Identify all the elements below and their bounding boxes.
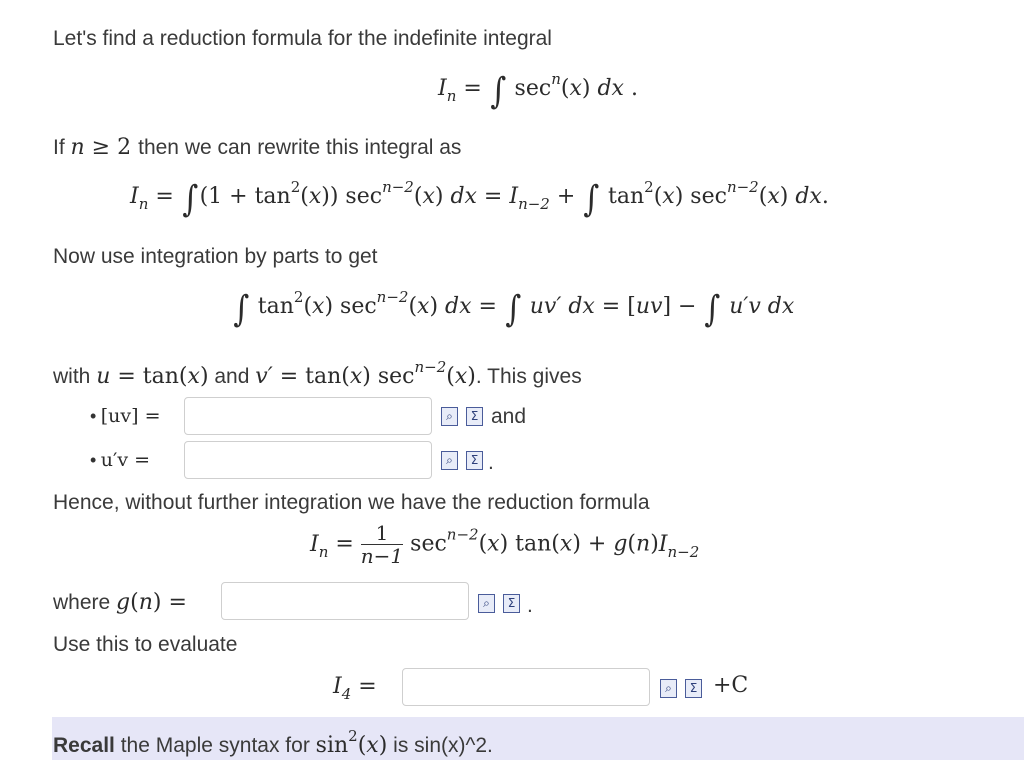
upv-after-text: .	[488, 451, 494, 474]
equation-editor-icon[interactable]: Σ	[466, 407, 483, 426]
g-input[interactable]	[221, 582, 469, 620]
i4-input[interactable]	[402, 668, 650, 706]
where-line: where g(n) =	[53, 590, 187, 615]
formula-definition: $I_n$ = ∫ $\sec^n(x)$ dx .	[438, 70, 638, 112]
preview-icon[interactable]: ⌕	[478, 594, 495, 613]
parts-text: Now use integration by parts to get	[53, 245, 378, 268]
recall-line: Recall the Maple syntax for $\sin^2(x)$ is sin(x)^2.	[53, 727, 493, 758]
preview-icon[interactable]: ⌕	[660, 679, 677, 698]
uv-input[interactable]	[184, 397, 432, 435]
upv-label: u′v =	[100, 449, 151, 471]
where-label: where	[53, 591, 111, 614]
formula-reduction: $I_n$ = $\frac{1}{n-1}$ $\sec^{n-2}(x) \tan(x) + g(n)I_{n-2}$	[310, 521, 700, 568]
i4-label: $I_4$ =	[333, 674, 377, 703]
if-label: If	[53, 136, 65, 159]
equation-editor-icon[interactable]: Σ	[685, 679, 702, 698]
g-after-text: .	[527, 594, 533, 617]
recall-end-label: is sin(x)^2.	[393, 734, 493, 757]
uv-label: [uv] =	[100, 405, 161, 427]
preview-icon[interactable]: ⌕	[441, 451, 458, 470]
equation-editor-icon[interactable]: Σ	[466, 451, 483, 470]
if-post-label: then we can rewrite this integral as	[138, 136, 462, 159]
upv-input[interactable]	[184, 441, 432, 479]
if-line: If n ≥ 2 then we can rewrite this integral as	[53, 135, 462, 160]
recall-mid-label: the Maple syntax for	[120, 734, 310, 757]
plus-c: +C	[713, 673, 749, 698]
bullet-uv: • [uv] =	[90, 405, 161, 427]
equation-editor-icon[interactable]: Σ	[503, 594, 520, 613]
use-text: Use this to evaluate	[53, 633, 238, 656]
with-line: with u = tan(x) and v′ = tan(x) $\sec^{n-2}(x)$. This gives	[53, 358, 582, 389]
preview-icon[interactable]: ⌕	[441, 407, 458, 426]
formula-parts: ∫ $\tan^2(x)$ $\sec^{n-2}(x)$ dx = ∫ uv′ dx = [uv] − ∫ u′v dx	[233, 288, 795, 330]
and-label: and	[214, 365, 250, 388]
intro-text: Let's find a reduction formula for the indefinite integral	[53, 27, 552, 50]
recall-bold-label: Recall	[53, 734, 115, 757]
gives-label: . This gives	[475, 365, 582, 388]
formula-rewrite: $I_n = \int(1 + \tan^2(x))$ $\sec^{n-2}(x)$ dx = $I_{n-2}$ + ∫ $\tan^2(x)$ $\sec^{n-2}(x)$ dx.	[130, 178, 829, 220]
hence-text: Hence, without further integration we have the reduction formula	[53, 491, 650, 514]
with-label: with	[53, 365, 91, 388]
bullet-upv: • u′v =	[90, 449, 151, 471]
uv-after-text: and	[491, 405, 527, 428]
